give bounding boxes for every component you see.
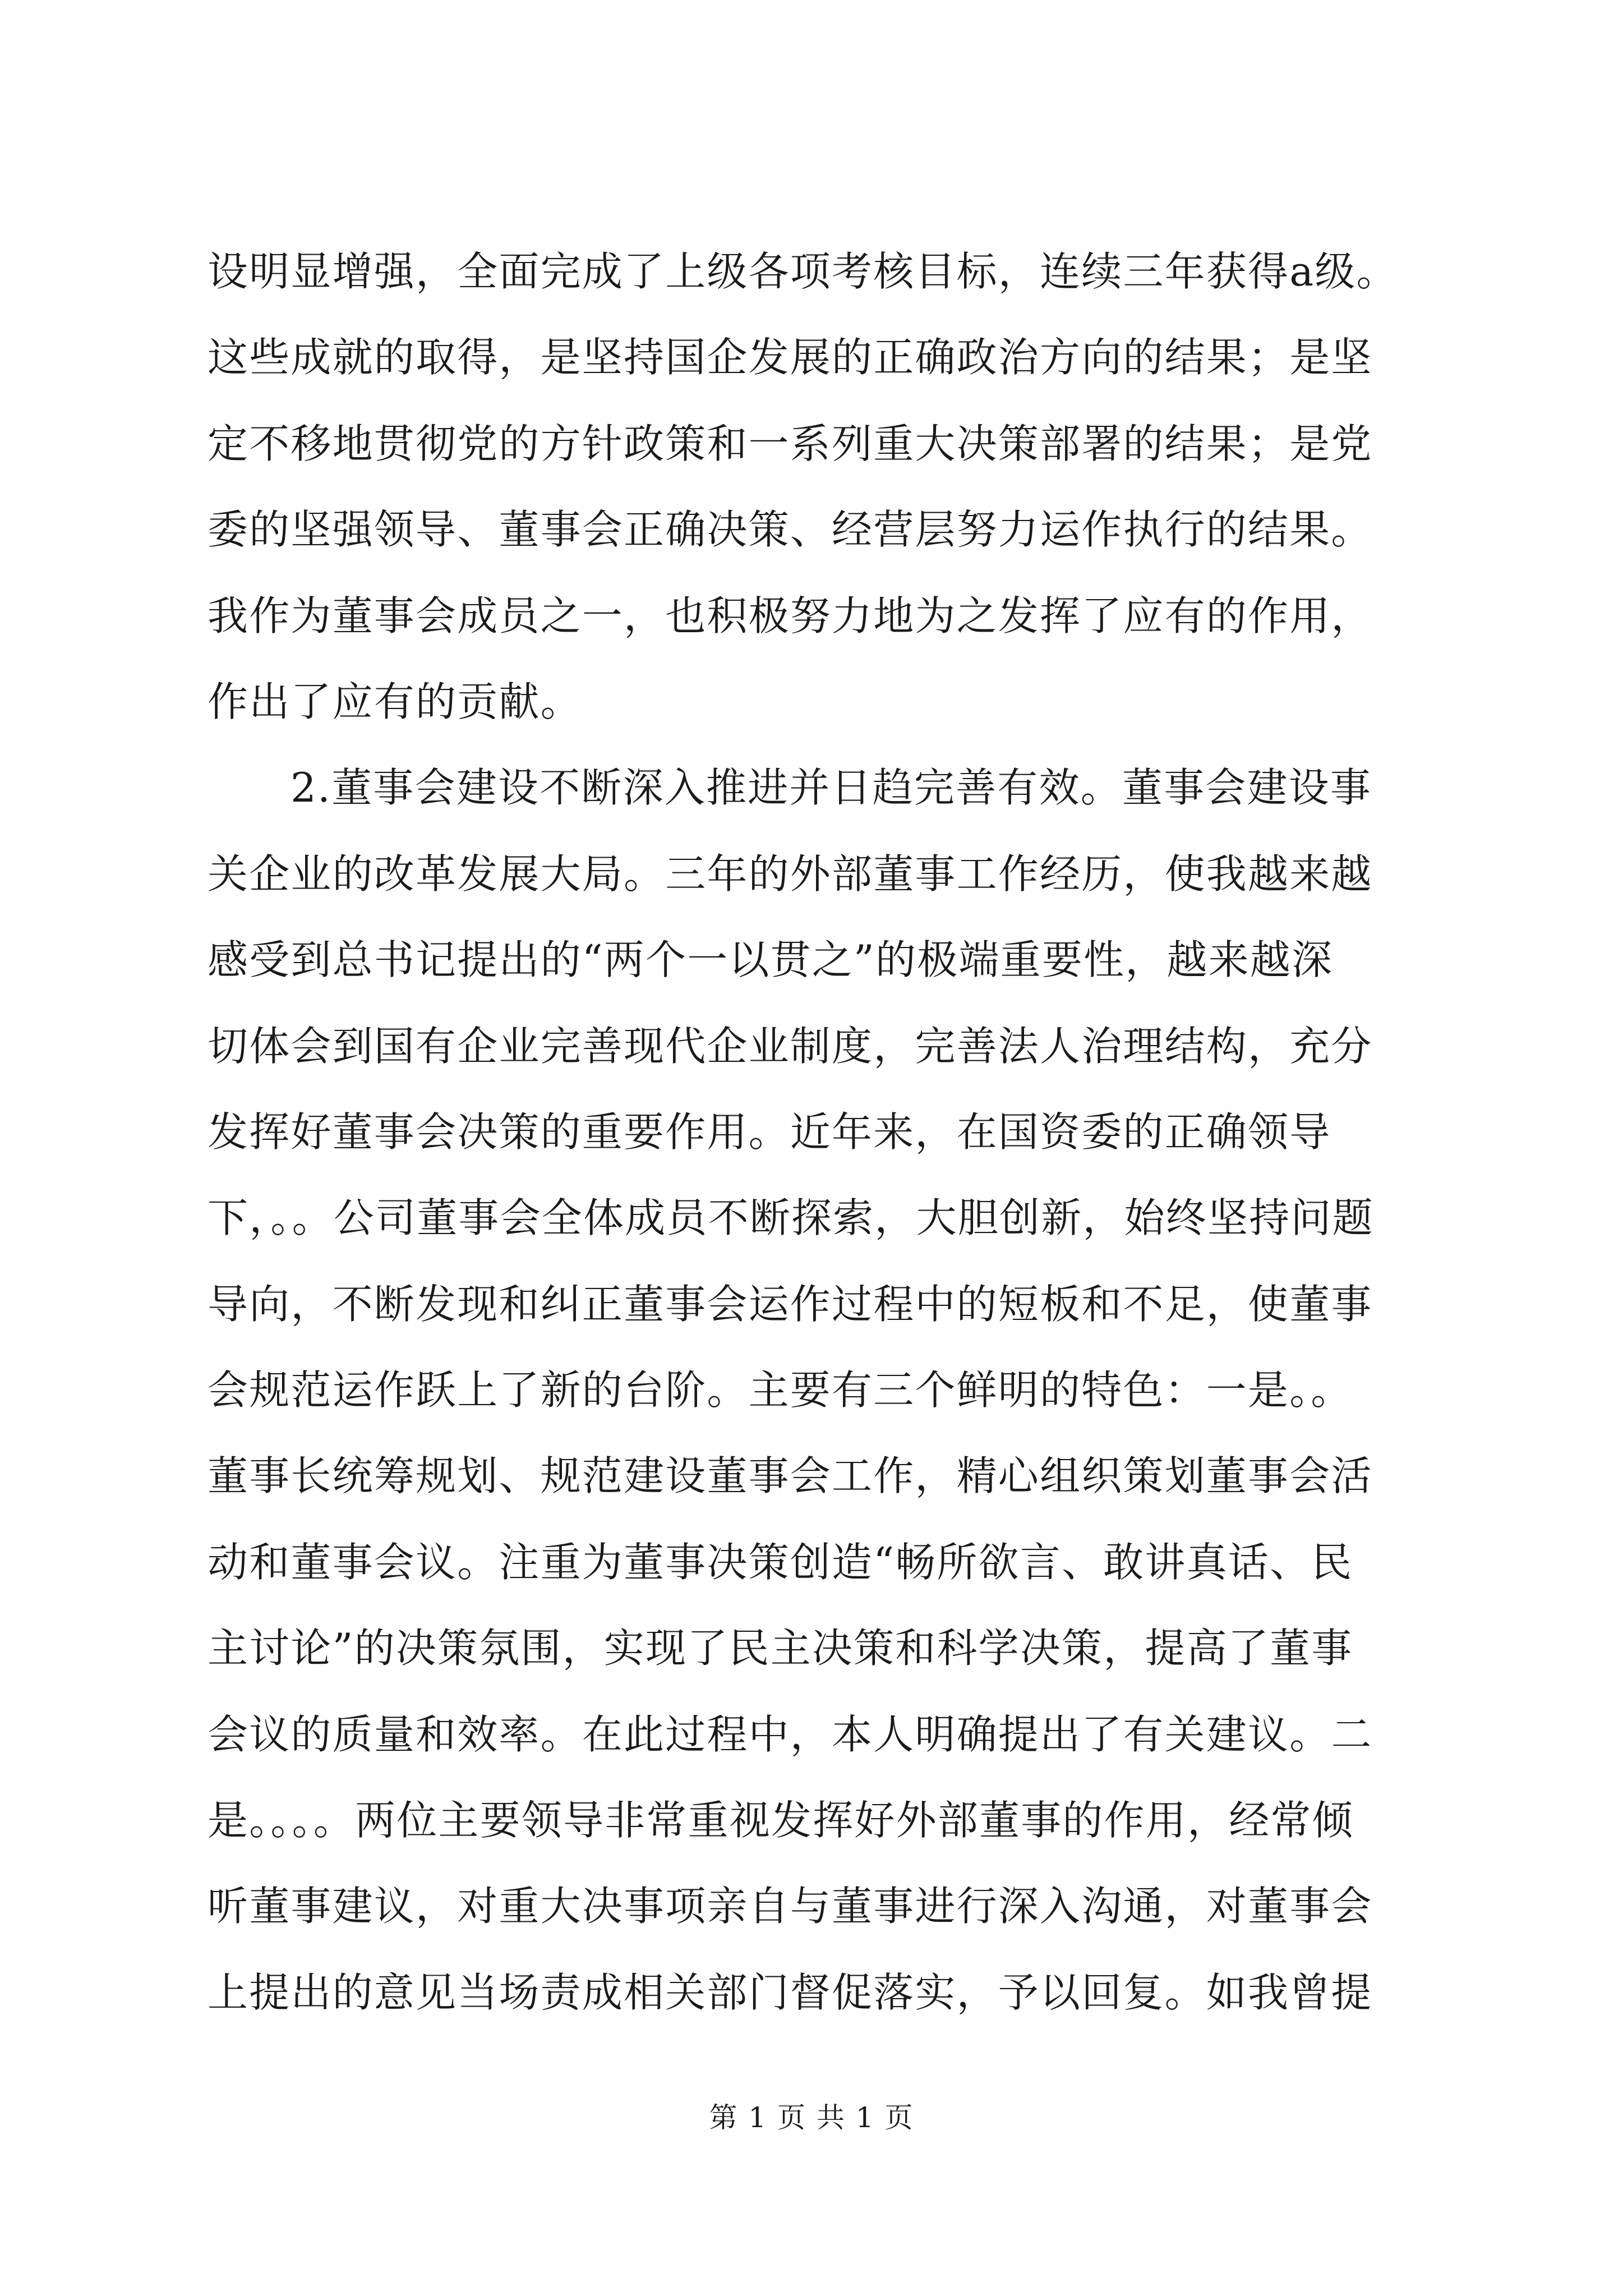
text-line-2: 这些成就的取得，是坚持国企发展的正确政治方向的结果；是坚 [208, 334, 1373, 381]
text-line-12: 下，。。公司董事会全体成员不断探索，大胆创新，始终坚持问题 [208, 1194, 1374, 1242]
text-line-10: 切体会到国有企业完善现代企业制度，完善法人治理结构，充分 [208, 1022, 1373, 1070]
body-text [208, 229, 1424, 2036]
text-line-3: 定不移地贯彻党的方针政策和一系列重大决策部署的结果；是党 [208, 420, 1373, 467]
text-line-11: 发挥好董事会决策的重要作用。近年来，在国资委的正确领导 [208, 1108, 1331, 1156]
text-line-14: 会规范运作跃上了新的台阶。主要有三个鲜明的特色：一是。。 [208, 1366, 1353, 1414]
text-line-5: 我作为董事会成员之一，也积极努力地为之发挥了应有的作用， [208, 592, 1373, 639]
text-line-8: 关企业的改革发展大局。三年的外部董事工作经历，使我越来越 [208, 850, 1373, 898]
text-line-17: 主讨论”的决策氛围，实现了民主决策和科学决策，提高了董事 [208, 1625, 1353, 1672]
text-line-15: 董事长统筹规划、规范建设董事会工作，精心组织策划董事会活 [208, 1452, 1373, 1500]
text-line-4: 委的坚强领导、董事会正确决策、经营层努力运作执行的结果。 [208, 506, 1373, 554]
text-line-20: 听董事建议，对重大决事项亲自与董事进行深入沟通，对董事会 [208, 1883, 1373, 1930]
text-line-7: 2.董事会建设不断深入推进并日趋完善有效。董事会建设事 [291, 764, 1372, 812]
text-line-19: 是。。。。两位主要领导非常重视发挥好外部董事的作用，经常倾 [208, 1797, 1354, 1844]
text-line-13: 导向，不断发现和纠正董事会运作过程中的短板和不足，使董事 [208, 1280, 1373, 1328]
page-footer: 第 1 页 共 1 页 [709, 2101, 914, 2134]
text-line-1: 设明显增强，全面完成了上级各项考核目标，连续三年获得a级。 [208, 248, 1398, 295]
text-line-16: 动和董事会议。注重为董事决策创造“畅所欲言、敢讲真话、民 [208, 1538, 1353, 1586]
text-line-9: 感受到总书记提出的“两个一以贯之”的极端重要性，越来越深 [208, 936, 1334, 984]
text-line-18: 会议的质量和效率。在此过程中，本人明确提出了有关建议。二 [208, 1710, 1373, 1758]
text-line-21: 上提出的意见当场责成相关部门督促落实，予以回复。如我曾提 [208, 1968, 1373, 2016]
text-line-6: 作出了应有的贡献。 [208, 678, 582, 725]
